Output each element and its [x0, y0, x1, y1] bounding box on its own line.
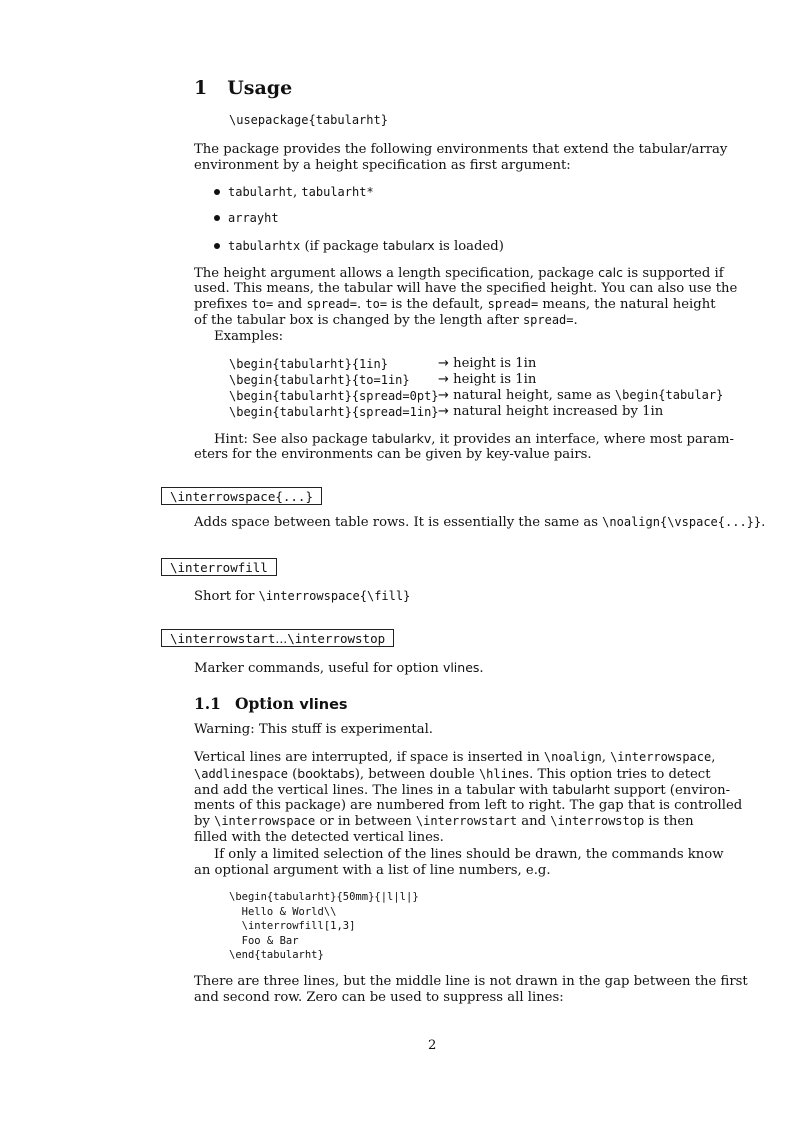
- bullet-icon: [214, 215, 220, 221]
- text: ), between double: [354, 767, 479, 782]
- height-para-line-2: used. This means, the tabular will have the specified height. You can also use the: [194, 281, 738, 296]
- example-code: \begin{tabularht}{spread=0pt}: [229, 389, 439, 403]
- text: , it provides an interface, where most param-: [431, 432, 734, 447]
- code: \interrowstart: [415, 814, 518, 828]
- subsection-number: 1.1: [194, 694, 221, 713]
- code: to=: [251, 297, 274, 311]
- command-arg: {...}: [275, 489, 313, 504]
- text: The height argument allows a length specification, package: [194, 266, 599, 281]
- code: \addlinespace: [194, 767, 288, 781]
- limited-para-line-2: an optional argument with a list of line numbers, e.g.: [194, 863, 551, 878]
- text: ,: [601, 750, 611, 765]
- command-name: \interrowstart: [170, 631, 276, 646]
- subsection-title-option: vlines: [299, 697, 348, 713]
- vlines-para-line-1: [194, 750, 715, 766]
- command-name: \interrowstop: [287, 631, 386, 646]
- section-heading: [194, 77, 292, 99]
- text: and add the vertical lines. The lines in a tabular with: [194, 783, 553, 798]
- code-line: \interrowfill[1,3]: [229, 920, 356, 932]
- note-text: (if package: [300, 239, 383, 254]
- section-title: Usage: [227, 77, 293, 99]
- env-name: tabularht*: [301, 185, 374, 199]
- height-para-line-1: [194, 265, 724, 282]
- ellipsis: ...: [275, 631, 288, 646]
- limited-para-line-1: If only a limited selection of the lines should be drawn, the commands know: [214, 847, 724, 862]
- subsection-title: Option: [234, 694, 300, 713]
- closing-para-line-1: There are three lines, but the middle line is not drawn in the gap between the first: [194, 974, 748, 989]
- text: is then: [644, 814, 694, 829]
- bullet-icon: [214, 189, 220, 195]
- code: spread=: [306, 297, 358, 311]
- option-name: vlines: [442, 660, 480, 675]
- command-name: \interrowspace: [170, 489, 276, 504]
- example-result: [438, 356, 536, 372]
- text: natural height, same as: [453, 388, 615, 403]
- height-para-line-3: [194, 297, 716, 313]
- text: .: [479, 661, 484, 676]
- example-result: [438, 388, 723, 404]
- separator: ,: [293, 185, 302, 200]
- page-number: 2: [428, 1038, 437, 1053]
- text: prefixes: [194, 297, 252, 312]
- height-para-line-4: [194, 313, 578, 329]
- hint-line-2: eters for the environments can be given by key-value pairs.: [194, 447, 592, 462]
- intro-line-1: The package provides the following environments that extend the tabular/array: [194, 142, 728, 157]
- package-name: booktabs: [297, 766, 355, 781]
- command-box-interrowfill: \interrowfill: [161, 558, 277, 576]
- text: of the tabular box is changed by the length after: [194, 313, 523, 328]
- interrowstart-description: [194, 660, 484, 677]
- code: \noalign: [543, 750, 602, 764]
- usepackage-line: \usepackage{tabularht}: [229, 113, 388, 127]
- text: and: [273, 297, 307, 312]
- text: Hint: See also package: [214, 432, 372, 447]
- text: support (environ-: [609, 783, 731, 798]
- right-arrow-icon: →: [438, 372, 449, 387]
- vlines-para-line-6: filled with the detected vertical lines.: [194, 830, 444, 845]
- text: Short for: [194, 589, 259, 604]
- command-box-interrowspace: [161, 487, 322, 505]
- closing-para-line-2: and second row. Zero can be used to suppress all lines:: [194, 990, 564, 1005]
- vlines-para-line-5: [194, 814, 694, 830]
- text: Marker commands, useful for option: [194, 661, 443, 676]
- code: \interrowspace: [610, 750, 712, 764]
- text: (: [287, 767, 298, 782]
- right-arrow-icon: →: [438, 404, 449, 419]
- text: ,: [711, 750, 716, 765]
- package-name: tabularht: [552, 782, 610, 797]
- text: and: [517, 814, 551, 829]
- code: to=: [365, 297, 388, 311]
- package-name: tabularkv: [371, 431, 432, 446]
- text: .: [573, 313, 578, 328]
- interrowspace-description: [194, 515, 765, 531]
- code: \interrowspace: [214, 814, 316, 828]
- command-box-interrowstart: [161, 629, 394, 647]
- code: \hline: [478, 767, 523, 781]
- text: is the default,: [387, 297, 488, 312]
- code: spread=: [487, 297, 539, 311]
- text: means, the natural height: [538, 297, 716, 312]
- hint-line-1: [214, 431, 734, 448]
- subsection-heading: [194, 694, 348, 713]
- vlines-para-line-2: [194, 766, 711, 783]
- env-name: tabularhtx: [228, 239, 301, 253]
- example-result: [438, 404, 663, 420]
- text: or in between: [315, 814, 416, 829]
- list-item: [214, 238, 504, 255]
- text: s. This option tries to detect: [522, 767, 711, 782]
- text: natural height increased by 1in: [453, 404, 664, 419]
- example-result: [438, 372, 536, 388]
- code-line: Foo & Bar: [229, 935, 299, 947]
- bullet-icon: [214, 243, 220, 249]
- code-line: \end{tabularht}: [229, 949, 324, 961]
- warning-text: Warning: This stuff is experimental.: [194, 722, 434, 737]
- list-item: [214, 185, 374, 201]
- list-item: [214, 211, 279, 227]
- text: .: [761, 515, 766, 530]
- intro-line-2: environment by a height specification as first argument:: [194, 158, 571, 173]
- code: \interrowstop: [550, 814, 645, 828]
- env-name: arrayht: [228, 211, 279, 225]
- example-code: \begin{tabularht}{to=1in}: [229, 373, 410, 387]
- env-name: tabularht: [228, 185, 294, 199]
- code: spread=: [522, 313, 574, 327]
- text: height is 1in: [453, 372, 537, 387]
- example-code: \begin{tabularht}{spread=1in}: [229, 405, 439, 419]
- code: \begin{tabular}: [614, 388, 724, 402]
- text: by: [194, 814, 215, 829]
- code-line: Hello & World\\: [229, 906, 337, 918]
- section-number: 1: [194, 77, 208, 99]
- text: .: [357, 297, 366, 312]
- code-line: \begin{tabularht}{50mm}{|l|l|}: [229, 891, 419, 903]
- package-name: calc: [598, 265, 623, 280]
- examples-label: Examples:: [214, 329, 284, 344]
- text: is supported if: [622, 266, 724, 281]
- right-arrow-icon: →: [438, 356, 449, 371]
- package-name: tabularx: [382, 238, 435, 253]
- interrowfill-description: [194, 589, 410, 605]
- code: \noalign{\vspace{...}}: [602, 515, 762, 529]
- vlines-para-line-3: [194, 782, 730, 799]
- right-arrow-icon: →: [438, 388, 449, 403]
- code: \interrowspace{\fill}: [258, 589, 411, 603]
- text: height is 1in: [453, 356, 537, 371]
- vlines-para-line-4: ments of this package) are numbered from left to right. The gap that is controlled: [194, 798, 743, 813]
- text: Adds space between table rows. It is essentially the same as: [194, 515, 603, 530]
- note-text: is loaded): [434, 239, 504, 254]
- text: Vertical lines are interrupted, if space is inserted in: [194, 750, 544, 765]
- example-code: \begin{tabularht}{1in}: [229, 357, 388, 371]
